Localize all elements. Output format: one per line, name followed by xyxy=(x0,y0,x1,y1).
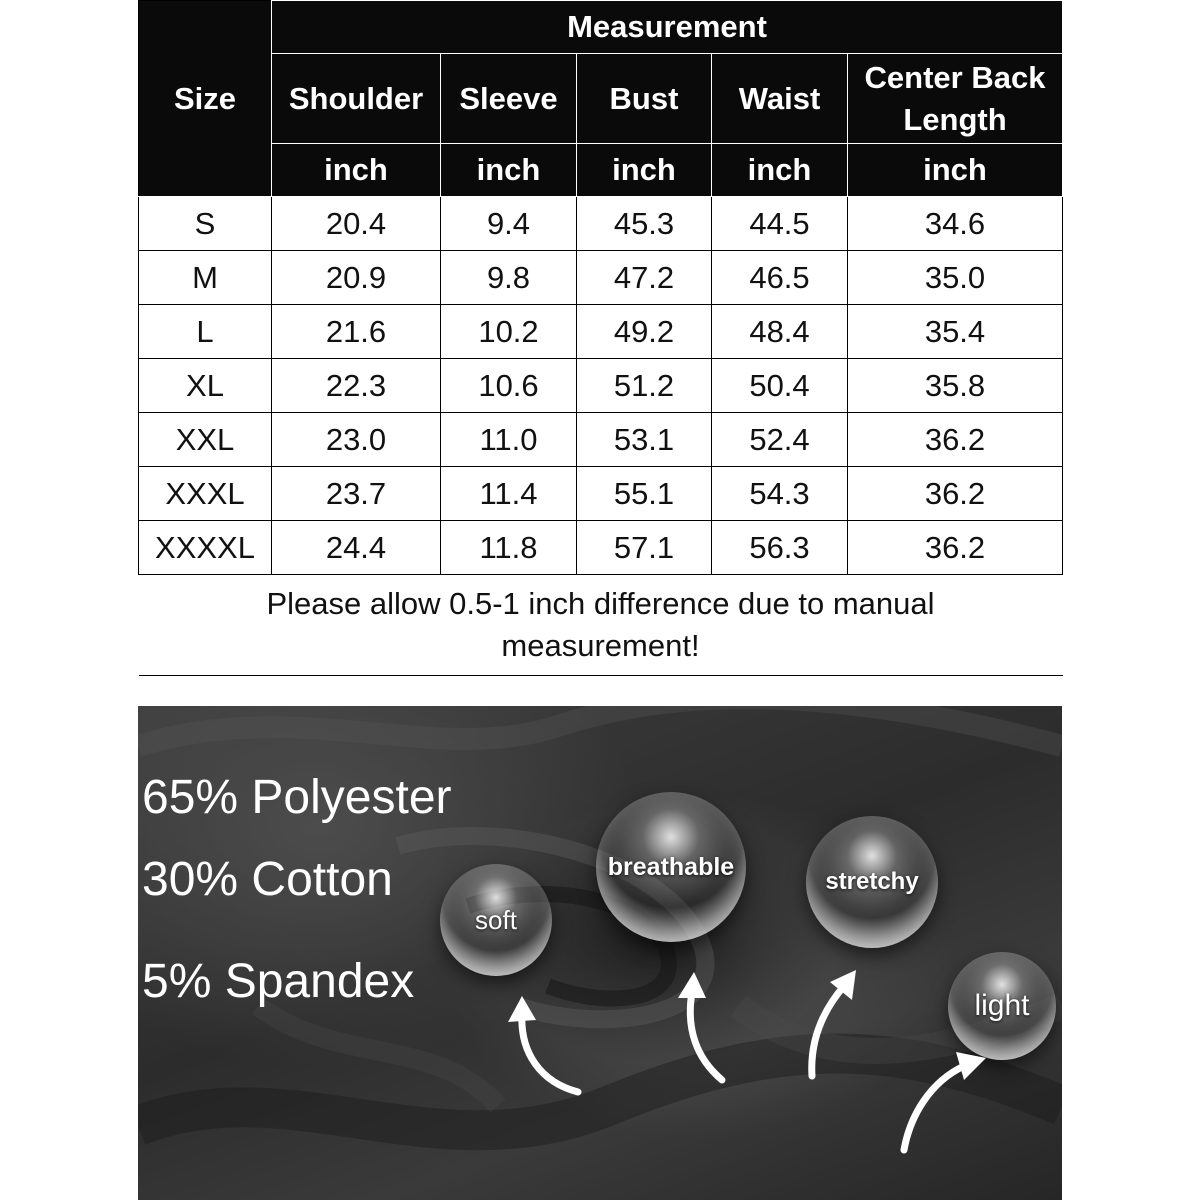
table-header-row xyxy=(139,1,1063,54)
unit-label: inch xyxy=(712,144,848,197)
measurement-cell: 23.0 xyxy=(272,413,441,467)
measurement-cell: 53.1 xyxy=(577,413,712,467)
table-row xyxy=(139,521,1063,575)
measurement-group-header: Measurement xyxy=(272,1,1063,54)
shoulder-column-header: Shoulder xyxy=(272,54,441,144)
measurement-cell: 21.6 xyxy=(272,305,441,359)
size-cell: XL xyxy=(139,359,272,413)
table-row xyxy=(139,251,1063,305)
curved-arrow-icon xyxy=(804,964,874,1084)
waist-column-header: Waist xyxy=(712,54,848,144)
measurement-cell: 36.2 xyxy=(848,521,1063,575)
table-row xyxy=(139,359,1063,413)
measurement-cell: 36.2 xyxy=(848,413,1063,467)
table-row xyxy=(139,413,1063,467)
measurement-cell: 47.2 xyxy=(577,251,712,305)
measurement-cell: 35.8 xyxy=(848,359,1063,413)
size-column-header: Size xyxy=(139,1,272,197)
measurement-cell: 34.6 xyxy=(848,197,1063,251)
measurement-cell: 46.5 xyxy=(712,251,848,305)
unit-label: inch xyxy=(441,144,577,197)
measurement-cell: 9.4 xyxy=(441,197,577,251)
curved-arrow-icon xyxy=(894,1046,994,1156)
measurement-cell: 11.4 xyxy=(441,467,577,521)
size-cell: XXXL xyxy=(139,467,272,521)
sleeve-column-header: Sleeve xyxy=(441,54,577,144)
fabric-photo-panel xyxy=(138,706,1062,1200)
measurement-cell: 44.5 xyxy=(712,197,848,251)
size-rows xyxy=(139,197,1063,575)
measurement-cell: 10.6 xyxy=(441,359,577,413)
measurement-cell: 48.4 xyxy=(712,305,848,359)
note-line: Please allow 0.5-1 inch difference due to manual xyxy=(266,586,935,621)
table-row xyxy=(139,305,1063,359)
header-line: Center Back xyxy=(864,59,1046,95)
measurement-cell: 23.7 xyxy=(272,467,441,521)
light-feature-bubble xyxy=(948,952,1056,1060)
stretchy-feature-bubble xyxy=(806,816,938,948)
measurement-cell: 20.4 xyxy=(272,197,441,251)
curved-arrow-icon xyxy=(674,968,744,1088)
measurement-cell: 50.4 xyxy=(712,359,848,413)
feature-label: breathable xyxy=(607,852,735,881)
feature-label: stretchy xyxy=(825,868,919,895)
measurement-cell: 11.0 xyxy=(441,413,577,467)
measurement-cell: 57.1 xyxy=(577,521,712,575)
measurement-note xyxy=(139,575,1063,676)
cotton-percentage: 30% Cotton xyxy=(142,853,393,906)
measurement-cell: 54.3 xyxy=(712,467,848,521)
table-header-row xyxy=(139,54,1063,144)
unit-label: inch xyxy=(272,144,441,197)
size-cell: XXL xyxy=(139,413,272,467)
measurement-cell: 52.4 xyxy=(712,413,848,467)
size-cell: M xyxy=(139,251,272,305)
unit-header-row xyxy=(139,144,1063,197)
note-line: measurement! xyxy=(501,628,700,663)
measurement-cell: 56.3 xyxy=(712,521,848,575)
feature-label: soft xyxy=(475,904,517,935)
table-row xyxy=(139,467,1063,521)
spandex-percentage: 5% Spandex xyxy=(142,955,415,1008)
size-chart-table xyxy=(138,0,1063,676)
curved-arrow-icon xyxy=(500,992,590,1102)
measurement-cell: 22.3 xyxy=(272,359,441,413)
measurement-cell: 24.4 xyxy=(272,521,441,575)
center-back-length-column-header xyxy=(848,54,1063,144)
measurement-cell: 10.2 xyxy=(441,305,577,359)
bust-column-header: Bust xyxy=(577,54,712,144)
size-cell: S xyxy=(139,197,272,251)
measurement-cell: 51.2 xyxy=(577,359,712,413)
measurement-cell: 36.2 xyxy=(848,467,1063,521)
breathable-feature-bubble xyxy=(596,792,746,942)
unit-label: inch xyxy=(848,144,1063,197)
measurement-cell: 11.8 xyxy=(441,521,577,575)
measurement-cell: 20.9 xyxy=(272,251,441,305)
size-cell: XXXXL xyxy=(139,521,272,575)
size-cell: L xyxy=(139,305,272,359)
note-row xyxy=(139,575,1063,676)
table-row xyxy=(139,197,1063,251)
measurement-cell: 35.4 xyxy=(848,305,1063,359)
unit-label: inch xyxy=(577,144,712,197)
header-line: Length xyxy=(903,101,1007,137)
measurement-cell: 9.8 xyxy=(441,251,577,305)
measurement-cell: 35.0 xyxy=(848,251,1063,305)
soft-feature-bubble xyxy=(440,864,552,976)
feature-label: light xyxy=(974,989,1030,1022)
measurement-cell: 49.2 xyxy=(577,305,712,359)
measurement-cell: 45.3 xyxy=(577,197,712,251)
measurement-cell: 55.1 xyxy=(577,467,712,521)
polyester-percentage: 65% Polyester xyxy=(142,771,452,824)
